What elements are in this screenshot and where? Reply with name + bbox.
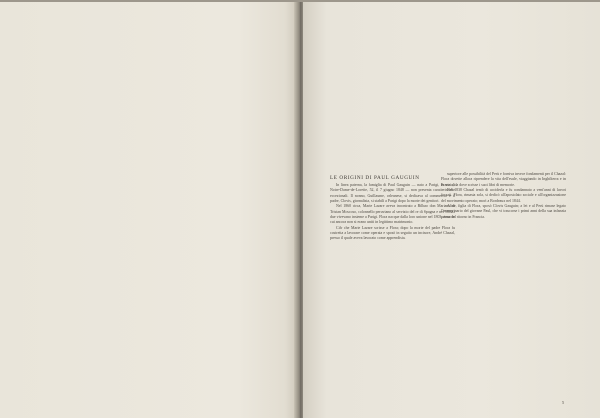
page-top-edge [0, 0, 600, 2]
paragraph: Aline, figlia di Flora, sposò Clovis Gauguin; a lei e al Perù rimase legato l'immaginario del giovane Paul, che vi trascorse i primi anni della sua infanzia prima del ritorno in Francia. [441, 204, 566, 219]
paragraph: Nel 1860 circa, Marie Lazare aveva incontrato a Bilbao don Mariano di Tristan Moscoso, colonnello peruviano al servizio del re di Spagna e nel 1802 i due vivevano insieme a Parigi. Flora nacque dalla loro unione nel 1803, anno in cui ancora non si erano uniti in legittimo matrimonio. [330, 204, 455, 225]
paragraph: In linea paterna, la famiglia di Paul Gauguin — nato a Parigi, in via di Notre-Dame-de-Lorette, 52, il 7 giugno 1848 — non presenta caratteristiche eccezionali. Il nonno, Guillaume, orleanese, si dedicava al commercio e il padre, Clovis, giornalista, si stabilì a Parigi dopo la morte dei genitori. [330, 183, 455, 204]
page-number: 5 [562, 400, 565, 405]
text-column-left [330, 183, 455, 408]
paragraph: Cifr che Marie Lazare scrisse a Flora; dopo la morte del padre Flora fu costretta a lavorare come operaia e sposò in seguito un incisore, André Chazal, presso il quale aveva lavorato come apprendista. [330, 225, 455, 241]
paragraph: Nel 1838 Chazal tentò di ucciderla e fu condannato a vent'anni di lavori forzati. Flora, rimasta sola, si dedicò all'apostolato sociale e all'organizzazione del movimento operaio; morì a Bordeaux nel 1844. [441, 188, 566, 203]
left-page-blank [0, 0, 297, 418]
text-column-right [441, 172, 566, 408]
paragraph: superiore alle possibilità del Perù e forniva invece fondamenti per il Chazal: Flora dovette allora riprendere la vita dell'esule, viaggiando in Inghilterra e in Francia, da dove scrisse i suoi libri di memorie. [441, 172, 566, 187]
chapter-heading: LE ORIGINI DI PAUL GAUGUIN [330, 175, 420, 181]
